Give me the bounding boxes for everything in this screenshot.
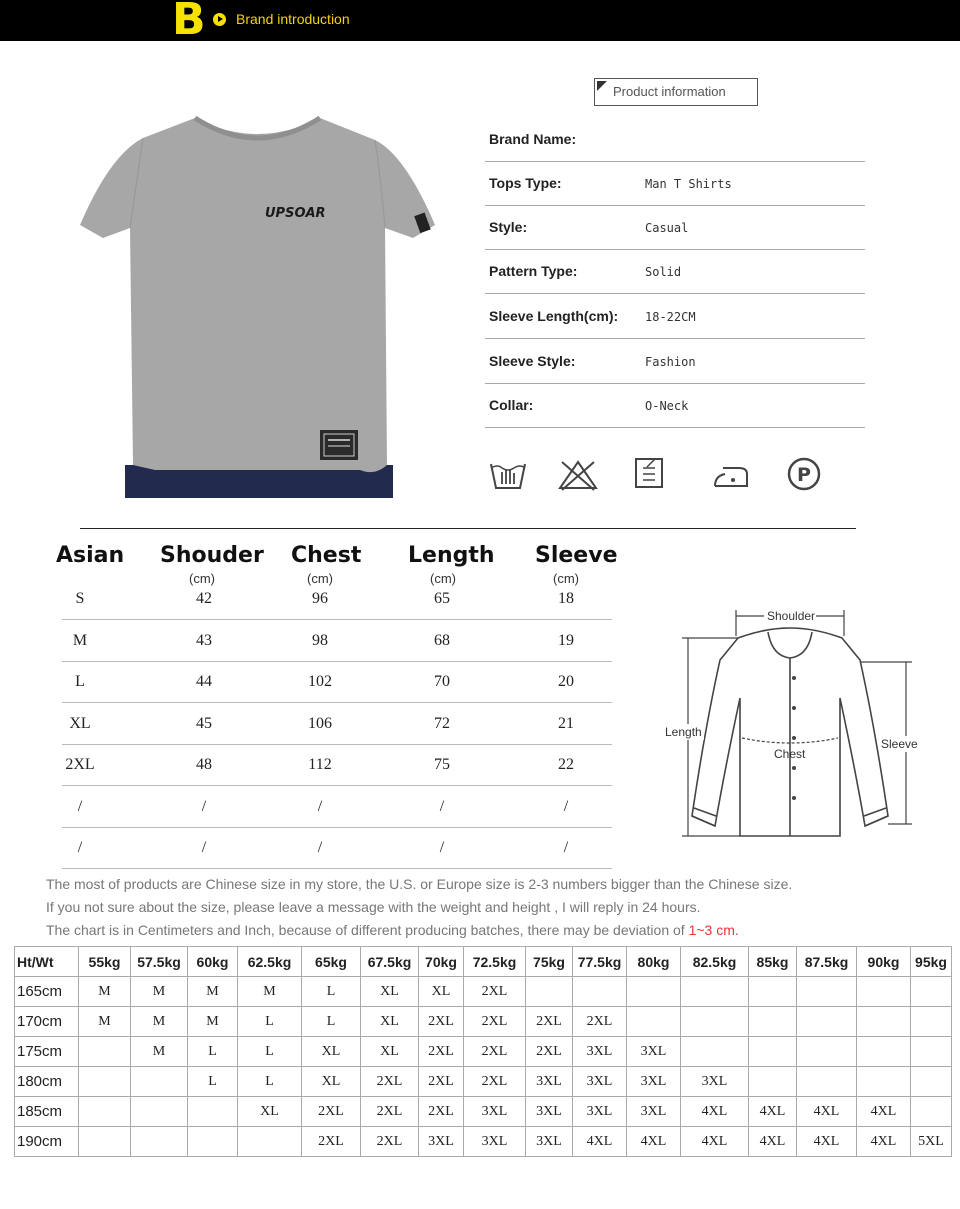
table-cell: XL <box>302 1067 361 1097</box>
spec-label: Brand Name: <box>489 131 577 147</box>
table-cell <box>131 1067 188 1097</box>
table-row <box>15 977 952 1007</box>
table-header-cell: 55kg <box>79 947 131 977</box>
table-header-cell: 72.5kg <box>464 947 526 977</box>
table-cell: 4XL <box>573 1127 627 1157</box>
table-cell: 2XL <box>573 1007 627 1037</box>
size-unit: (cm) <box>430 571 456 586</box>
table-cell: 4XL <box>627 1127 681 1157</box>
product-info-title: Product information <box>613 84 726 99</box>
hand-wash-icon <box>488 456 528 492</box>
table-cell: 2XL <box>419 1067 464 1097</box>
size-cell: 72 <box>434 714 450 732</box>
table-header-cell: 80kg <box>627 947 681 977</box>
table-cell <box>681 1007 749 1037</box>
table-cell: 3XL <box>627 1097 681 1127</box>
size-note: If you not sure about the size, please leave a message with the weight and height , I will reply in 24 hours. <box>46 899 701 915</box>
table-cell: L <box>188 1037 238 1067</box>
table-cell: XL <box>419 977 464 1007</box>
size-cell: 106 <box>308 714 332 732</box>
table-cell: 3XL <box>526 1127 573 1157</box>
table-cell: 5XL <box>911 1127 952 1157</box>
size-cell: / <box>317 797 323 815</box>
table-cell <box>79 1037 131 1067</box>
size-note: The most of products are Chinese size in my store, the U.S. or Europe size is 2-3 numbers bigger than the Chinese size. <box>46 876 793 892</box>
size-cell: 2XL <box>65 756 95 773</box>
table-cell: 3XL <box>464 1097 526 1127</box>
table-cell <box>131 1127 188 1157</box>
table-cell: L <box>302 1007 361 1037</box>
spec-value: O-Neck <box>645 399 689 413</box>
table-cell: M <box>188 977 238 1007</box>
divider <box>80 528 856 529</box>
table-cell: 3XL <box>526 1067 573 1097</box>
table-header-cell: 82.5kg <box>681 947 749 977</box>
table-cell: 3XL <box>419 1127 464 1157</box>
play-icon <box>213 13 226 26</box>
size-cell: 98 <box>312 631 328 649</box>
table-cell: M <box>79 977 131 1007</box>
table-cell: 3XL <box>627 1067 681 1097</box>
table-cell: M <box>238 977 302 1007</box>
size-cell: / <box>201 797 207 815</box>
table-cell: 175cm <box>15 1037 79 1067</box>
table-cell: M <box>131 977 188 1007</box>
table-cell: 4XL <box>857 1097 911 1127</box>
table-cell <box>627 1007 681 1037</box>
table-cell: L <box>238 1037 302 1067</box>
size-header: Shouder <box>160 543 264 568</box>
table-row <box>15 1037 952 1067</box>
table-cell <box>911 1097 952 1127</box>
tumble-dry-icon <box>633 456 665 490</box>
size-row <box>62 827 612 869</box>
table-row <box>15 1097 952 1127</box>
table-cell <box>681 977 749 1007</box>
table-cell: 3XL <box>573 1097 627 1127</box>
table-cell: 2XL <box>464 1067 526 1097</box>
table-cell <box>627 977 681 1007</box>
table-header-cell: 60kg <box>188 947 238 977</box>
table-cell <box>749 1067 797 1097</box>
table-cell: 4XL <box>681 1127 749 1157</box>
size-cell: 21 <box>558 714 574 732</box>
table-cell <box>188 1127 238 1157</box>
chest-label: Chest <box>774 747 806 761</box>
table-header-cell: 75kg <box>526 947 573 977</box>
spec-value: Solid <box>645 265 682 279</box>
size-cell: S <box>75 590 85 607</box>
size-cell: 70 <box>434 673 450 690</box>
size-cell: M <box>72 631 88 649</box>
corner-triangle-icon <box>597 81 607 91</box>
table-cell: XL <box>361 1037 419 1067</box>
table-cell <box>797 1037 857 1067</box>
size-cell: 68 <box>434 631 450 649</box>
deviation-range: 1~3 cm. <box>688 922 739 938</box>
table-cell: 4XL <box>797 1097 857 1127</box>
table-cell: 3XL <box>681 1067 749 1097</box>
size-cell: 48 <box>196 756 212 773</box>
table-cell: 185cm <box>15 1097 79 1127</box>
header-title: Brand introduction <box>236 11 350 27</box>
table-cell <box>797 1067 857 1097</box>
table-cell: L <box>238 1007 302 1037</box>
table-cell <box>749 977 797 1007</box>
size-note <box>46 922 739 938</box>
table-cell <box>749 1037 797 1067</box>
table-cell: M <box>79 1007 131 1037</box>
table-cell: 2XL <box>361 1097 419 1127</box>
spec-row <box>485 384 865 428</box>
table-cell: 2XL <box>302 1127 361 1157</box>
spec-label: Tops Type: <box>489 175 562 191</box>
table-cell <box>857 1067 911 1097</box>
spec-row <box>485 295 865 339</box>
table-cell <box>911 1007 952 1037</box>
size-row <box>62 661 612 703</box>
spec-row <box>485 118 865 162</box>
table-cell: M <box>131 1037 188 1067</box>
table-cell <box>857 1007 911 1037</box>
iron-icon <box>711 456 751 492</box>
table-cell: 4XL <box>749 1127 797 1157</box>
size-cell: 43 <box>196 631 212 649</box>
size-row <box>62 703 612 745</box>
height-weight-table <box>14 946 952 1157</box>
size-note-text: The chart is in Centimeters and Inch, because of different producing batches, there may be deviation of <box>46 922 685 938</box>
size-cell: / <box>201 839 207 856</box>
table-header-cell: 67.5kg <box>361 947 419 977</box>
spec-value: Fashion <box>645 355 696 369</box>
table-cell <box>749 1007 797 1037</box>
table-header-cell: 77.5kg <box>573 947 627 977</box>
table-cell <box>681 1037 749 1067</box>
table-cell: XL <box>361 1007 419 1037</box>
table-cell: 2XL <box>464 1007 526 1037</box>
size-cell: 22 <box>558 756 574 773</box>
table-cell: M <box>188 1007 238 1037</box>
size-cell: 65 <box>434 590 450 607</box>
size-cell: L <box>75 673 85 690</box>
size-row <box>62 578 612 620</box>
size-cell: 112 <box>308 756 332 773</box>
spec-label: Sleeve Length(cm): <box>489 308 619 324</box>
size-cell: 75 <box>434 756 450 773</box>
size-header: Asian <box>56 543 125 568</box>
spec-row <box>485 250 865 294</box>
table-cell: 2XL <box>464 1037 526 1067</box>
size-cell: 20 <box>558 673 574 690</box>
table-cell: 4XL <box>857 1127 911 1157</box>
size-unit: (cm) <box>189 571 215 586</box>
table-cell: 4XL <box>749 1097 797 1127</box>
size-row <box>62 786 612 828</box>
table-cell: L <box>188 1067 238 1097</box>
table-cell: 170cm <box>15 1007 79 1037</box>
table-cell: 3XL <box>627 1037 681 1067</box>
size-cell: / <box>317 839 323 856</box>
table-row <box>15 1007 952 1037</box>
table-header-cell: 90kg <box>857 947 911 977</box>
table-header-cell: 65kg <box>302 947 361 977</box>
spec-value: Man T Shirts <box>645 177 732 191</box>
brand-letter: B <box>172 0 206 45</box>
table-header-cell: 87.5kg <box>797 947 857 977</box>
table-cell: 2XL <box>464 977 526 1007</box>
table-row <box>15 1127 952 1157</box>
table-cell: 3XL <box>573 1037 627 1067</box>
table-cell: 2XL <box>361 1127 419 1157</box>
size-header: Length <box>408 543 495 568</box>
table-cell: 180cm <box>15 1067 79 1097</box>
table-header-cell: 57.5kg <box>131 947 188 977</box>
table-row <box>15 1067 952 1097</box>
size-cell: 102 <box>308 673 332 690</box>
table-header-cell: 85kg <box>749 947 797 977</box>
size-cell: 19 <box>558 631 574 649</box>
table-cell: 2XL <box>419 1097 464 1127</box>
size-cell: XL <box>69 714 91 732</box>
table-cell: 3XL <box>526 1097 573 1127</box>
table-cell: 4XL <box>797 1127 857 1157</box>
table-cell <box>797 1007 857 1037</box>
size-cell: / <box>77 839 83 856</box>
table-cell: 2XL <box>419 1007 464 1037</box>
spec-label: Collar: <box>489 397 534 413</box>
length-label: Length <box>665 725 702 739</box>
size-row <box>62 744 612 786</box>
table-cell: 4XL <box>681 1097 749 1127</box>
table-cell: 190cm <box>15 1127 79 1157</box>
product-info-heading <box>594 78 758 106</box>
size-header: Chest <box>291 543 362 568</box>
size-unit: (cm) <box>307 571 333 586</box>
table-cell: 2XL <box>526 1007 573 1037</box>
size-cell: 42 <box>196 590 212 607</box>
spec-row <box>485 162 865 206</box>
table-header-row <box>15 947 952 977</box>
shoulder-label: Shoulder <box>767 609 816 623</box>
table-cell: 2XL <box>302 1097 361 1127</box>
spec-label: Pattern Type: <box>489 263 578 279</box>
table-cell <box>79 1127 131 1157</box>
spec-row <box>485 206 865 250</box>
table-cell <box>188 1097 238 1127</box>
header-bar <box>0 0 960 45</box>
table-header-cell: 95kg <box>911 947 952 977</box>
size-cell: 96 <box>312 590 328 607</box>
table-cell <box>79 1097 131 1127</box>
table-cell <box>857 1037 911 1067</box>
table-cell: 3XL <box>464 1127 526 1157</box>
spec-row <box>485 340 865 384</box>
table-cell <box>131 1097 188 1127</box>
table-cell: M <box>131 1007 188 1037</box>
spec-label: Sleeve Style: <box>489 353 576 369</box>
table-cell <box>857 977 911 1007</box>
spec-label: Style: <box>489 219 528 235</box>
table-cell: 2XL <box>419 1037 464 1067</box>
svg-text:P: P <box>797 464 811 486</box>
table-cell: 2XL <box>361 1067 419 1097</box>
table-cell <box>573 977 627 1007</box>
table-cell <box>526 977 573 1007</box>
table-cell: XL <box>302 1037 361 1067</box>
table-header-cell: 62.5kg <box>238 947 302 977</box>
sleeve-label: Sleeve <box>881 737 918 751</box>
table-cell <box>79 1067 131 1097</box>
table-cell: 3XL <box>573 1067 627 1097</box>
spec-value: 18-22CM <box>645 310 696 324</box>
size-cell: 45 <box>196 714 212 732</box>
size-cell: / <box>563 839 569 856</box>
spec-value: Casual <box>645 221 689 235</box>
dry-clean-p-icon <box>786 456 822 492</box>
size-header: Sleeve <box>535 543 618 568</box>
size-cell: / <box>77 797 83 815</box>
table-cell <box>911 1037 952 1067</box>
measurement-diagram <box>660 598 925 848</box>
size-cell: / <box>439 839 445 856</box>
table-cell: 2XL <box>526 1037 573 1067</box>
size-cell: 44 <box>196 673 212 690</box>
table-cell: L <box>302 977 361 1007</box>
size-unit: (cm) <box>553 571 579 586</box>
table-cell: 165cm <box>15 977 79 1007</box>
do-not-bleach-icon <box>556 456 600 492</box>
table-cell: XL <box>238 1097 302 1127</box>
table-cell <box>911 1067 952 1097</box>
table-header-cell: 70kg <box>419 947 464 977</box>
table-cell <box>238 1127 302 1157</box>
tshirt-image <box>75 110 440 502</box>
table-cell <box>911 977 952 1007</box>
size-cell: / <box>563 797 569 815</box>
chest-logo: UPSOAR <box>265 206 326 221</box>
table-cell: L <box>238 1067 302 1097</box>
table-header-cell: Ht/Wt <box>15 947 79 977</box>
table-cell: XL <box>361 977 419 1007</box>
size-cell: 18 <box>558 590 574 607</box>
size-cell: / <box>439 797 445 815</box>
size-row <box>62 620 612 662</box>
table-cell <box>797 977 857 1007</box>
